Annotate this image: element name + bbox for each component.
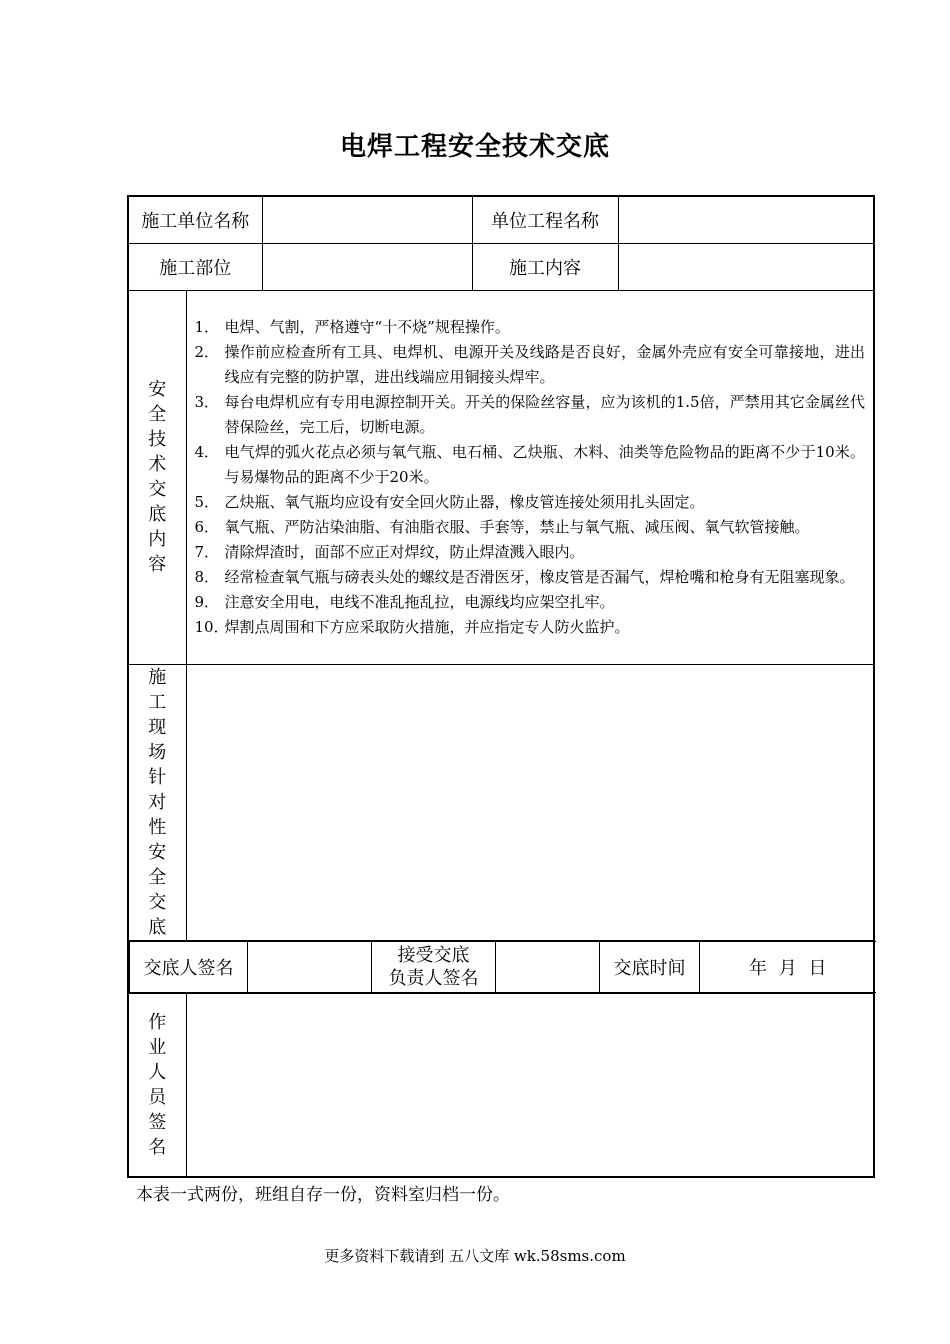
- item-number: 2．: [194, 342, 220, 361]
- label-char: 技: [148, 429, 167, 450]
- list-item: [195, 590, 866, 615]
- item-number: 5．: [194, 492, 220, 511]
- label-char: 对: [148, 791, 167, 813]
- part-field[interactable]: [262, 243, 472, 290]
- label-char: 性: [148, 816, 167, 838]
- item-text: 电气焊的弧火花点必须与氧气瓶、电石桶、乙炔瓶、木料、油类等危险物品的距离不少于10米。与易爆物品的距离不少于20米。: [224, 442, 865, 486]
- date-field[interactable]: 年 月 日: [700, 941, 876, 992]
- label-char: 全: [148, 404, 167, 425]
- item-number: 9．: [194, 592, 220, 611]
- item-number: 6．: [194, 517, 220, 536]
- receiver-label-line2: 负责人签名: [388, 967, 479, 989]
- giver-label: 交底人签名: [130, 941, 248, 992]
- item-text: 操作前应检查所有工具、电焊机、电源开关及线路是否良好，金属外壳应有安全可靠接地，进出线应有完整的防护罩，进出线端应用铜接头焊牢。: [224, 342, 865, 386]
- project-name-label: 单位工程名称: [472, 196, 618, 243]
- label-char: 底: [148, 504, 167, 525]
- label-char: 针: [148, 766, 167, 788]
- form-note: 本表一式两份，班组自存一份，资料室归档一份。: [136, 1185, 510, 1205]
- site-content-row: [128, 664, 874, 940]
- receiver-label: [372, 941, 496, 992]
- part-label: 施工部位: [128, 243, 262, 290]
- label-char: 内: [148, 529, 167, 550]
- item-text: 每台电焊机应有专用电源控制开关。开关的保险丝容量，应为该机的1.5倍，严禁用其它金属丝代替保险丝，完工后，切断电源。: [224, 392, 865, 436]
- label-char: 全: [148, 866, 167, 888]
- receiver-label-line1: 接受交底: [397, 944, 470, 966]
- disclosure-form-table: [127, 195, 875, 1178]
- workers-signature-field[interactable]: [186, 993, 874, 1177]
- list-item: [195, 315, 866, 340]
- workers-section-label: [128, 993, 186, 1177]
- label-char: 术: [148, 454, 167, 475]
- site-section-label: [128, 664, 186, 940]
- label-char: 交: [148, 479, 167, 500]
- item-text: 乙炔瓶、氧气瓶均应设有安全回火防止器，橡皮管连接处须用扎头固定。: [224, 492, 705, 511]
- item-number: 3．: [194, 392, 220, 411]
- document-title: 电焊工程安全技术交底: [339, 132, 610, 162]
- time-label: 交底时间: [600, 941, 700, 992]
- site-content-field[interactable]: [186, 664, 874, 940]
- unit-name-field[interactable]: [262, 196, 472, 243]
- label-char: 施: [148, 666, 167, 688]
- label-char: 名: [148, 1136, 167, 1158]
- label-char: 工: [148, 691, 167, 713]
- signature-row-cell: [128, 940, 874, 993]
- list-item: [195, 565, 866, 590]
- list-item: [195, 515, 866, 540]
- item-text: 经常检查氧气瓶与磅表头处的螺纹是否滑医牙，橡皮管是否漏气，焊枪嘴和枪身有无阻塞现象。: [224, 567, 855, 586]
- item-number: 10．: [194, 617, 229, 636]
- safety-rules-list: [187, 313, 874, 642]
- label-char: 交: [148, 891, 167, 913]
- header-row-1: [128, 196, 874, 243]
- label-char: 安: [148, 379, 167, 400]
- project-name-field[interactable]: [618, 196, 874, 243]
- label-char: 底: [148, 916, 167, 938]
- label-char: 现: [148, 716, 167, 738]
- label-char: 员: [148, 1086, 167, 1108]
- giver-signature-field[interactable]: [248, 941, 372, 992]
- tech-content-cell: [186, 290, 874, 664]
- tech-section-label: [128, 290, 186, 664]
- list-item: [195, 340, 866, 390]
- item-text: 清除焊渣时，面部不应正对焊纹，防止焊渣溅入眼内。: [224, 542, 585, 561]
- workers-row: [128, 993, 874, 1177]
- label-char: 场: [148, 741, 167, 763]
- label-char: 安: [148, 841, 167, 863]
- item-number: 7．: [194, 542, 220, 561]
- label-char: 容: [148, 554, 167, 575]
- list-item: [195, 540, 866, 565]
- item-text: 氧气瓶、严防沾染油脂、有油脂衣服、手套等，禁止与氧气瓶、减压阀、氧气软管接触。: [224, 517, 810, 536]
- item-number: 8．: [194, 567, 220, 586]
- page-footer: 更多资料下载请到 五八文库 wk.58sms.com: [324, 1247, 626, 1265]
- list-item: [195, 390, 866, 440]
- label-char: 人: [148, 1061, 167, 1083]
- item-text: 焊割点周围和下方应采取防火措施，并应指定专人防火监护。: [224, 617, 630, 636]
- signature-row: [128, 940, 874, 993]
- label-char: 作: [148, 1011, 167, 1033]
- item-number: 1．: [194, 317, 220, 336]
- header-row-2: [128, 243, 874, 290]
- label-char: 业: [148, 1036, 167, 1058]
- list-item: [195, 615, 866, 640]
- content-field[interactable]: [618, 243, 874, 290]
- list-item: [195, 440, 866, 490]
- signature-table: [129, 941, 876, 993]
- unit-name-label: 施工单位名称: [128, 196, 262, 243]
- item-text: 注意安全用电，电线不准乱拖乱拉，电源线均应架空扎牢。: [224, 592, 615, 611]
- item-text: 电焊、气割，严格遵守“十不烧”规程操作。: [224, 317, 510, 336]
- content-label: 施工内容: [472, 243, 618, 290]
- receiver-signature-field[interactable]: [496, 941, 600, 992]
- label-char: 签: [148, 1111, 167, 1133]
- item-number: 4．: [194, 442, 220, 461]
- list-item: [195, 490, 866, 515]
- tech-content-row: [128, 290, 874, 664]
